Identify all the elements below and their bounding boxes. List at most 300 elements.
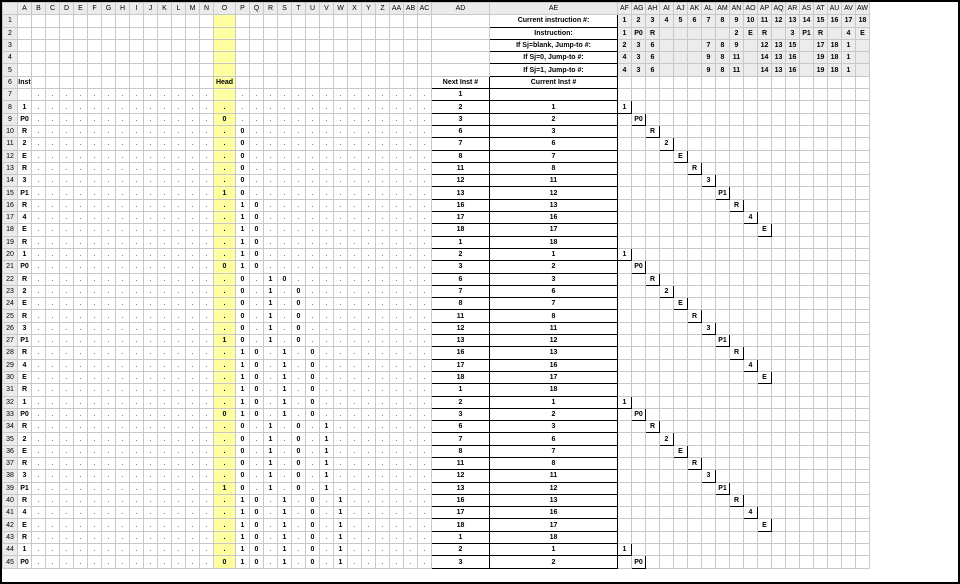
inst-value-r1-c14[interactable]: P1 (800, 27, 814, 39)
inst-value-r3-c12[interactable]: 13 (772, 52, 786, 64)
tape-cell-right[interactable]: . (404, 445, 418, 457)
tape-cell-right[interactable]: 1 (236, 359, 250, 371)
grid-cell[interactable] (828, 101, 842, 113)
grid-cell[interactable] (702, 113, 716, 125)
tape-cell-right[interactable]: 1 (264, 470, 278, 482)
tape-cell-left[interactable]: . (74, 150, 88, 162)
grid-cell[interactable] (730, 396, 744, 408)
inst-value-r2-c9[interactable]: 9 (730, 39, 744, 51)
tape-cell-right[interactable]: 0 (236, 150, 250, 162)
inst-value-r1-c9[interactable]: 2 (730, 27, 744, 39)
grid-cell[interactable] (102, 76, 116, 88)
grid-cell[interactable] (814, 408, 828, 420)
tape-cell-right[interactable]: 1 (264, 273, 278, 285)
tape-cell-left[interactable]: . (172, 285, 186, 297)
grid-cell[interactable] (716, 371, 730, 383)
tape-cell-right[interactable]: . (278, 175, 292, 187)
column-header-g[interactable]: G (102, 3, 116, 15)
trace-inst-10[interactable]: R (18, 125, 32, 137)
grid-cell[interactable] (856, 347, 870, 359)
tape-cell-left[interactable]: . (200, 162, 214, 174)
grid-cell[interactable] (730, 187, 744, 199)
inst-value-r1-c7[interactable] (702, 27, 716, 39)
grid-cell[interactable] (814, 482, 828, 494)
tape-head-cell-23[interactable]: . (214, 285, 236, 297)
column-header-h[interactable]: H (116, 3, 130, 15)
grid-cell[interactable] (744, 347, 758, 359)
grid-cell[interactable] (618, 89, 632, 101)
tape-head-cell-8[interactable]: . (214, 101, 236, 113)
tape-head-cell-36[interactable]: . (214, 445, 236, 457)
grid-cell[interactable] (856, 507, 870, 519)
trace-inst-41[interactable]: 4 (18, 507, 32, 519)
grid-cell[interactable] (306, 27, 320, 39)
grid-cell[interactable] (800, 457, 814, 469)
grid-cell[interactable] (730, 76, 744, 88)
tape-cell-left[interactable]: . (130, 224, 144, 236)
grid-cell[interactable] (306, 52, 320, 64)
tape-cell-left[interactable]: . (116, 396, 130, 408)
grid-cell[interactable] (744, 101, 758, 113)
tape-cell-right[interactable]: . (376, 248, 390, 260)
tape-cell-left[interactable]: . (116, 347, 130, 359)
grid-cell[interactable] (856, 162, 870, 174)
current-inst-33[interactable]: 2 (490, 408, 618, 420)
tape-head-cell-31[interactable]: . (214, 384, 236, 396)
inst-value-r3-c1[interactable]: 4 (618, 52, 632, 64)
grid-cell[interactable] (730, 322, 744, 334)
tape-cell-left[interactable]: . (130, 113, 144, 125)
tape-cell-left[interactable]: . (158, 470, 172, 482)
tape-cell-right[interactable]: . (306, 113, 320, 125)
tape-cell-right[interactable]: . (418, 335, 432, 347)
grid-cell[interactable] (800, 421, 814, 433)
current-inst-32[interactable]: 1 (490, 396, 618, 408)
tape-cell-left[interactable]: . (130, 347, 144, 359)
column-header-q[interactable]: Q (250, 3, 264, 15)
tape-cell-right[interactable]: . (292, 273, 306, 285)
grid-cell[interactable] (800, 298, 814, 310)
tape-cell-right[interactable]: . (348, 175, 362, 187)
grid-cell[interactable] (660, 150, 674, 162)
grid-cell[interactable] (786, 371, 800, 383)
tape-cell-right[interactable]: . (362, 347, 376, 359)
current-inst-30[interactable]: 17 (490, 371, 618, 383)
grid-cell[interactable] (618, 138, 632, 150)
next-inst-35[interactable]: 7 (432, 433, 490, 445)
tape-cell-right[interactable]: 1 (236, 236, 250, 248)
tape-cell-left[interactable]: . (200, 408, 214, 420)
tape-cell-right[interactable]: . (334, 384, 348, 396)
tape-cell-left[interactable]: . (60, 89, 74, 101)
grid-cell[interactable] (716, 470, 730, 482)
tape-cell-right[interactable]: . (390, 322, 404, 334)
tape-cell-right[interactable]: 0 (250, 224, 264, 236)
grid-cell[interactable] (856, 310, 870, 322)
grid-cell[interactable] (744, 89, 758, 101)
grid-cell[interactable] (786, 384, 800, 396)
grid-cell[interactable] (702, 125, 716, 137)
tape-cell-right[interactable]: . (320, 519, 334, 531)
grid-cell[interactable] (828, 162, 842, 174)
grid-cell[interactable] (702, 76, 716, 88)
inst-value-r3-c5[interactable] (674, 52, 688, 64)
label-head[interactable]: Head (214, 76, 236, 88)
row-header-8[interactable]: 8 (3, 101, 18, 113)
tape-cell-left[interactable]: . (74, 187, 88, 199)
tape-cell-left[interactable]: . (60, 236, 74, 248)
grid-cell[interactable] (786, 125, 800, 137)
row-header-10[interactable]: 10 (3, 125, 18, 137)
row-header-2[interactable]: 2 (3, 27, 18, 39)
grid-cell[interactable] (632, 236, 646, 248)
next-inst-21[interactable]: 3 (432, 261, 490, 273)
tape-cell-right[interactable]: . (376, 347, 390, 359)
tape-cell-left[interactable]: . (186, 335, 200, 347)
grid-cell[interactable] (74, 15, 88, 27)
tape-cell-right[interactable]: . (320, 273, 334, 285)
grid-cell[interactable] (842, 396, 856, 408)
tape-cell-left[interactable]: . (144, 507, 158, 519)
grid-cell[interactable] (842, 335, 856, 347)
column-header-aj[interactable]: AJ (674, 3, 688, 15)
tape-cell-right[interactable]: . (390, 359, 404, 371)
inst-value-r3-c7[interactable]: 9 (702, 52, 716, 64)
grid-cell[interactable] (348, 39, 362, 51)
next-inst-33[interactable]: 3 (432, 408, 490, 420)
tape-cell-left[interactable]: . (116, 162, 130, 174)
tape-cell-left[interactable]: . (88, 322, 102, 334)
grid-cell[interactable] (702, 310, 716, 322)
grid-cell[interactable] (632, 470, 646, 482)
grid-cell[interactable] (856, 175, 870, 187)
tape-cell-left[interactable]: . (200, 359, 214, 371)
tape-cell-right[interactable]: 0 (250, 359, 264, 371)
tape-cell-left[interactable]: . (46, 138, 60, 150)
row-header-40[interactable]: 40 (3, 494, 18, 506)
inst-value-r4-c8[interactable]: 8 (716, 64, 730, 76)
grid-cell[interactable] (688, 433, 702, 445)
tape-cell-left[interactable]: . (46, 359, 60, 371)
grid-cell[interactable] (674, 531, 688, 543)
grid-cell[interactable] (264, 64, 278, 76)
tape-cell-right[interactable]: . (376, 187, 390, 199)
grid-cell[interactable] (618, 322, 632, 334)
tape-cell-right[interactable]: . (348, 421, 362, 433)
tape-cell-right[interactable]: . (348, 113, 362, 125)
tape-cell-left[interactable]: . (130, 236, 144, 248)
grid-cell[interactable] (390, 64, 404, 76)
tape-cell-right[interactable]: 1 (236, 371, 250, 383)
grid-cell[interactable] (730, 310, 744, 322)
grid-cell[interactable] (186, 64, 200, 76)
grid-cell[interactable] (744, 371, 758, 383)
tape-cell-left[interactable]: . (144, 285, 158, 297)
grid-cell[interactable] (660, 457, 674, 469)
grid-cell[interactable] (786, 347, 800, 359)
tape-cell-right[interactable]: . (278, 150, 292, 162)
grid-cell[interactable] (842, 113, 856, 125)
grid-cell[interactable] (800, 89, 814, 101)
next-inst-42[interactable]: 18 (432, 519, 490, 531)
grid-cell[interactable] (716, 138, 730, 150)
tape-cell-right[interactable]: . (404, 101, 418, 113)
tape-cell-left[interactable]: . (158, 199, 172, 211)
trace-inst-11[interactable]: 2 (18, 138, 32, 150)
tape-cell-left[interactable]: . (186, 89, 200, 101)
grid-cell[interactable] (674, 470, 688, 482)
inst-value-r2-c16[interactable]: 18 (828, 39, 842, 51)
tape-cell-left[interactable]: . (144, 199, 158, 211)
grid-cell[interactable] (88, 52, 102, 64)
current-inst-22[interactable]: 3 (490, 273, 618, 285)
tape-cell-right[interactable]: . (376, 125, 390, 137)
tape-cell-left[interactable]: . (186, 212, 200, 224)
grid-cell[interactable] (744, 408, 758, 420)
grid-cell[interactable] (632, 507, 646, 519)
grid-cell[interactable] (772, 371, 786, 383)
tape-cell-right[interactable]: . (362, 101, 376, 113)
tape-cell-left[interactable]: . (200, 470, 214, 482)
grid-cell[interactable] (250, 52, 264, 64)
grid-cell[interactable] (200, 76, 214, 88)
grid-cell[interactable] (758, 101, 772, 113)
tape-cell-right[interactable]: . (418, 347, 432, 359)
tape-cell-right[interactable]: . (348, 273, 362, 285)
grid-cell[interactable] (632, 335, 646, 347)
row-header-19[interactable]: 19 (3, 236, 18, 248)
row-header-45[interactable]: 45 (3, 556, 18, 568)
inst-marker-36[interactable]: E (674, 445, 688, 457)
tape-cell-right[interactable]: . (376, 150, 390, 162)
tape-cell-left[interactable]: . (116, 556, 130, 568)
current-inst-29[interactable]: 16 (490, 359, 618, 371)
grid-cell[interactable] (786, 261, 800, 273)
tape-cell-right[interactable]: . (376, 113, 390, 125)
tape-cell-right[interactable]: 1 (264, 482, 278, 494)
tape-head-cell-28[interactable]: . (214, 347, 236, 359)
tape-cell-right[interactable]: . (418, 482, 432, 494)
tape-cell-left[interactable]: . (200, 482, 214, 494)
tape-cell-left[interactable]: . (172, 150, 186, 162)
tape-cell-right[interactable]: 0 (236, 138, 250, 150)
grid-cell[interactable] (632, 125, 646, 137)
tape-cell-right[interactable]: . (348, 212, 362, 224)
tape-cell-left[interactable]: . (46, 310, 60, 322)
grid-cell[interactable] (646, 507, 660, 519)
tape-cell-right[interactable]: 1 (278, 519, 292, 531)
inst-value-r3-c14[interactable] (800, 52, 814, 64)
grid-cell[interactable] (32, 64, 46, 76)
tape-cell-right[interactable]: . (334, 125, 348, 137)
grid-cell[interactable] (842, 445, 856, 457)
grid-cell[interactable] (800, 138, 814, 150)
grid-cell[interactable] (828, 224, 842, 236)
grid-cell[interactable] (186, 52, 200, 64)
tape-cell-left[interactable]: . (144, 273, 158, 285)
grid-cell[interactable] (800, 396, 814, 408)
grid-cell[interactable] (730, 138, 744, 150)
tape-cell-right[interactable]: 1 (278, 494, 292, 506)
grid-cell[interactable] (688, 384, 702, 396)
tape-cell-left[interactable]: . (200, 273, 214, 285)
tape-cell-right[interactable]: 0 (250, 408, 264, 420)
tape-cell-left[interactable]: . (116, 150, 130, 162)
grid-cell[interactable] (842, 322, 856, 334)
tape-cell-left[interactable]: . (158, 421, 172, 433)
tape-cell-right[interactable]: . (292, 138, 306, 150)
grid-cell[interactable] (646, 236, 660, 248)
tape-head-cell-16[interactable]: . (214, 199, 236, 211)
tape-cell-left[interactable]: . (130, 335, 144, 347)
tape-cell-right[interactable]: . (306, 433, 320, 445)
grid-cell[interactable] (618, 359, 632, 371)
trace-inst-25[interactable]: R (18, 310, 32, 322)
tape-cell-right[interactable]: . (278, 162, 292, 174)
grid-cell[interactable] (758, 494, 772, 506)
tape-cell-left[interactable]: . (74, 236, 88, 248)
tape-cell-right[interactable]: . (418, 359, 432, 371)
inst-value-r2-c8[interactable]: 8 (716, 39, 730, 51)
row-header-37[interactable]: 37 (3, 457, 18, 469)
tape-cell-right[interactable]: . (320, 89, 334, 101)
tape-head-cell-15[interactable]: 1 (214, 187, 236, 199)
row-header-13[interactable]: 13 (3, 162, 18, 174)
current-inst-31[interactable]: 18 (490, 384, 618, 396)
tape-head-cell-19[interactable]: . (214, 236, 236, 248)
tape-cell-left[interactable]: . (46, 347, 60, 359)
tape-cell-left[interactable]: . (32, 433, 46, 445)
tape-cell-left[interactable]: . (32, 494, 46, 506)
tape-cell-right[interactable]: . (278, 101, 292, 113)
tape-cell-right[interactable]: . (418, 175, 432, 187)
tape-cell-left[interactable]: . (116, 359, 130, 371)
tape-cell-left[interactable]: . (116, 544, 130, 556)
tape-cell-left[interactable]: . (144, 396, 158, 408)
tape-cell-left[interactable]: . (102, 113, 116, 125)
tape-cell-left[interactable]: . (116, 248, 130, 260)
tape-cell-left[interactable]: . (186, 384, 200, 396)
grid-cell[interactable] (828, 187, 842, 199)
tape-cell-left[interactable]: . (130, 494, 144, 506)
grid-cell[interactable] (842, 187, 856, 199)
tape-cell-right[interactable]: . (334, 298, 348, 310)
tape-cell-right[interactable]: 1 (236, 384, 250, 396)
tape-cell-left[interactable]: . (158, 89, 172, 101)
grid-cell[interactable] (772, 273, 786, 285)
grid-cell[interactable] (674, 359, 688, 371)
grid-cell[interactable] (744, 396, 758, 408)
tape-cell-left[interactable]: . (102, 236, 116, 248)
tape-cell-left[interactable]: . (186, 101, 200, 113)
tape-cell-right[interactable]: . (292, 162, 306, 174)
tape-cell-left[interactable]: . (186, 273, 200, 285)
grid-cell[interactable] (772, 162, 786, 174)
tape-cell-right[interactable]: . (376, 507, 390, 519)
tape-cell-right[interactable]: 0 (306, 531, 320, 543)
grid-cell[interactable] (390, 27, 404, 39)
tape-cell-right[interactable]: . (362, 187, 376, 199)
grid-cell[interactable] (842, 162, 856, 174)
current-inst-41[interactable]: 16 (490, 507, 618, 519)
grid-cell[interactable] (688, 371, 702, 383)
grid-cell[interactable] (200, 52, 214, 64)
row-header-14[interactable]: 14 (3, 175, 18, 187)
tape-cell-right[interactable]: . (292, 347, 306, 359)
tape-cell-right[interactable]: . (390, 421, 404, 433)
grid-cell[interactable] (856, 113, 870, 125)
column-header-l[interactable]: L (172, 3, 186, 15)
grid-cell[interactable] (292, 39, 306, 51)
grid-cell[interactable] (348, 64, 362, 76)
tape-cell-right[interactable]: . (390, 273, 404, 285)
grid-cell[interactable] (618, 445, 632, 457)
grid-cell[interactable] (632, 89, 646, 101)
tape-cell-right[interactable]: . (292, 384, 306, 396)
tape-cell-right[interactable]: 1 (264, 433, 278, 445)
grid-cell[interactable] (46, 39, 60, 51)
tape-cell-right[interactable]: . (264, 101, 278, 113)
grid-cell[interactable] (772, 125, 786, 137)
tape-cell-left[interactable]: . (130, 359, 144, 371)
grid-cell[interactable] (856, 384, 870, 396)
tape-cell-left[interactable]: . (60, 298, 74, 310)
grid-cell[interactable] (814, 322, 828, 334)
tape-cell-right[interactable]: . (320, 212, 334, 224)
current-inst-13[interactable]: 8 (490, 162, 618, 174)
tape-cell-left[interactable]: . (46, 236, 60, 248)
grid-cell[interactable] (116, 52, 130, 64)
tape-cell-left[interactable]: . (102, 371, 116, 383)
grid-cell[interactable] (404, 39, 418, 51)
tape-cell-right[interactable]: 1 (278, 507, 292, 519)
tape-cell-right[interactable]: . (334, 175, 348, 187)
inst-marker-10[interactable]: R (646, 125, 660, 137)
tape-cell-left[interactable]: . (74, 556, 88, 568)
grid-cell[interactable] (646, 408, 660, 420)
tape-cell-right[interactable]: 0 (236, 285, 250, 297)
tape-cell-right[interactable]: 1 (278, 384, 292, 396)
tape-cell-left[interactable]: . (60, 519, 74, 531)
grid-cell[interactable] (814, 457, 828, 469)
grid-cell[interactable] (814, 224, 828, 236)
grid-cell[interactable] (660, 396, 674, 408)
column-header-at[interactable]: AT (814, 3, 828, 15)
grid-cell[interactable] (786, 89, 800, 101)
grid-cell[interactable] (306, 76, 320, 88)
tape-cell-left[interactable]: . (60, 347, 74, 359)
grid-cell[interactable] (158, 76, 172, 88)
grid-cell[interactable] (646, 347, 660, 359)
grid-cell[interactable] (716, 199, 730, 211)
grid-cell[interactable] (186, 39, 200, 51)
grid-cell[interactable] (786, 76, 800, 88)
tape-cell-left[interactable]: . (88, 445, 102, 457)
tape-cell-right[interactable]: . (334, 421, 348, 433)
grid-cell[interactable] (786, 494, 800, 506)
tape-cell-left[interactable]: . (200, 150, 214, 162)
tape-cell-left[interactable]: . (102, 482, 116, 494)
grid-cell[interactable] (772, 113, 786, 125)
inst-marker-20[interactable]: 1 (618, 248, 632, 260)
column-header-ad[interactable]: AD (432, 3, 490, 15)
tape-cell-left[interactable]: . (74, 347, 88, 359)
grid-cell[interactable] (716, 322, 730, 334)
grid-cell[interactable] (632, 199, 646, 211)
tape-cell-left[interactable]: . (172, 113, 186, 125)
grid-cell[interactable] (688, 273, 702, 285)
next-inst-24[interactable]: 8 (432, 298, 490, 310)
